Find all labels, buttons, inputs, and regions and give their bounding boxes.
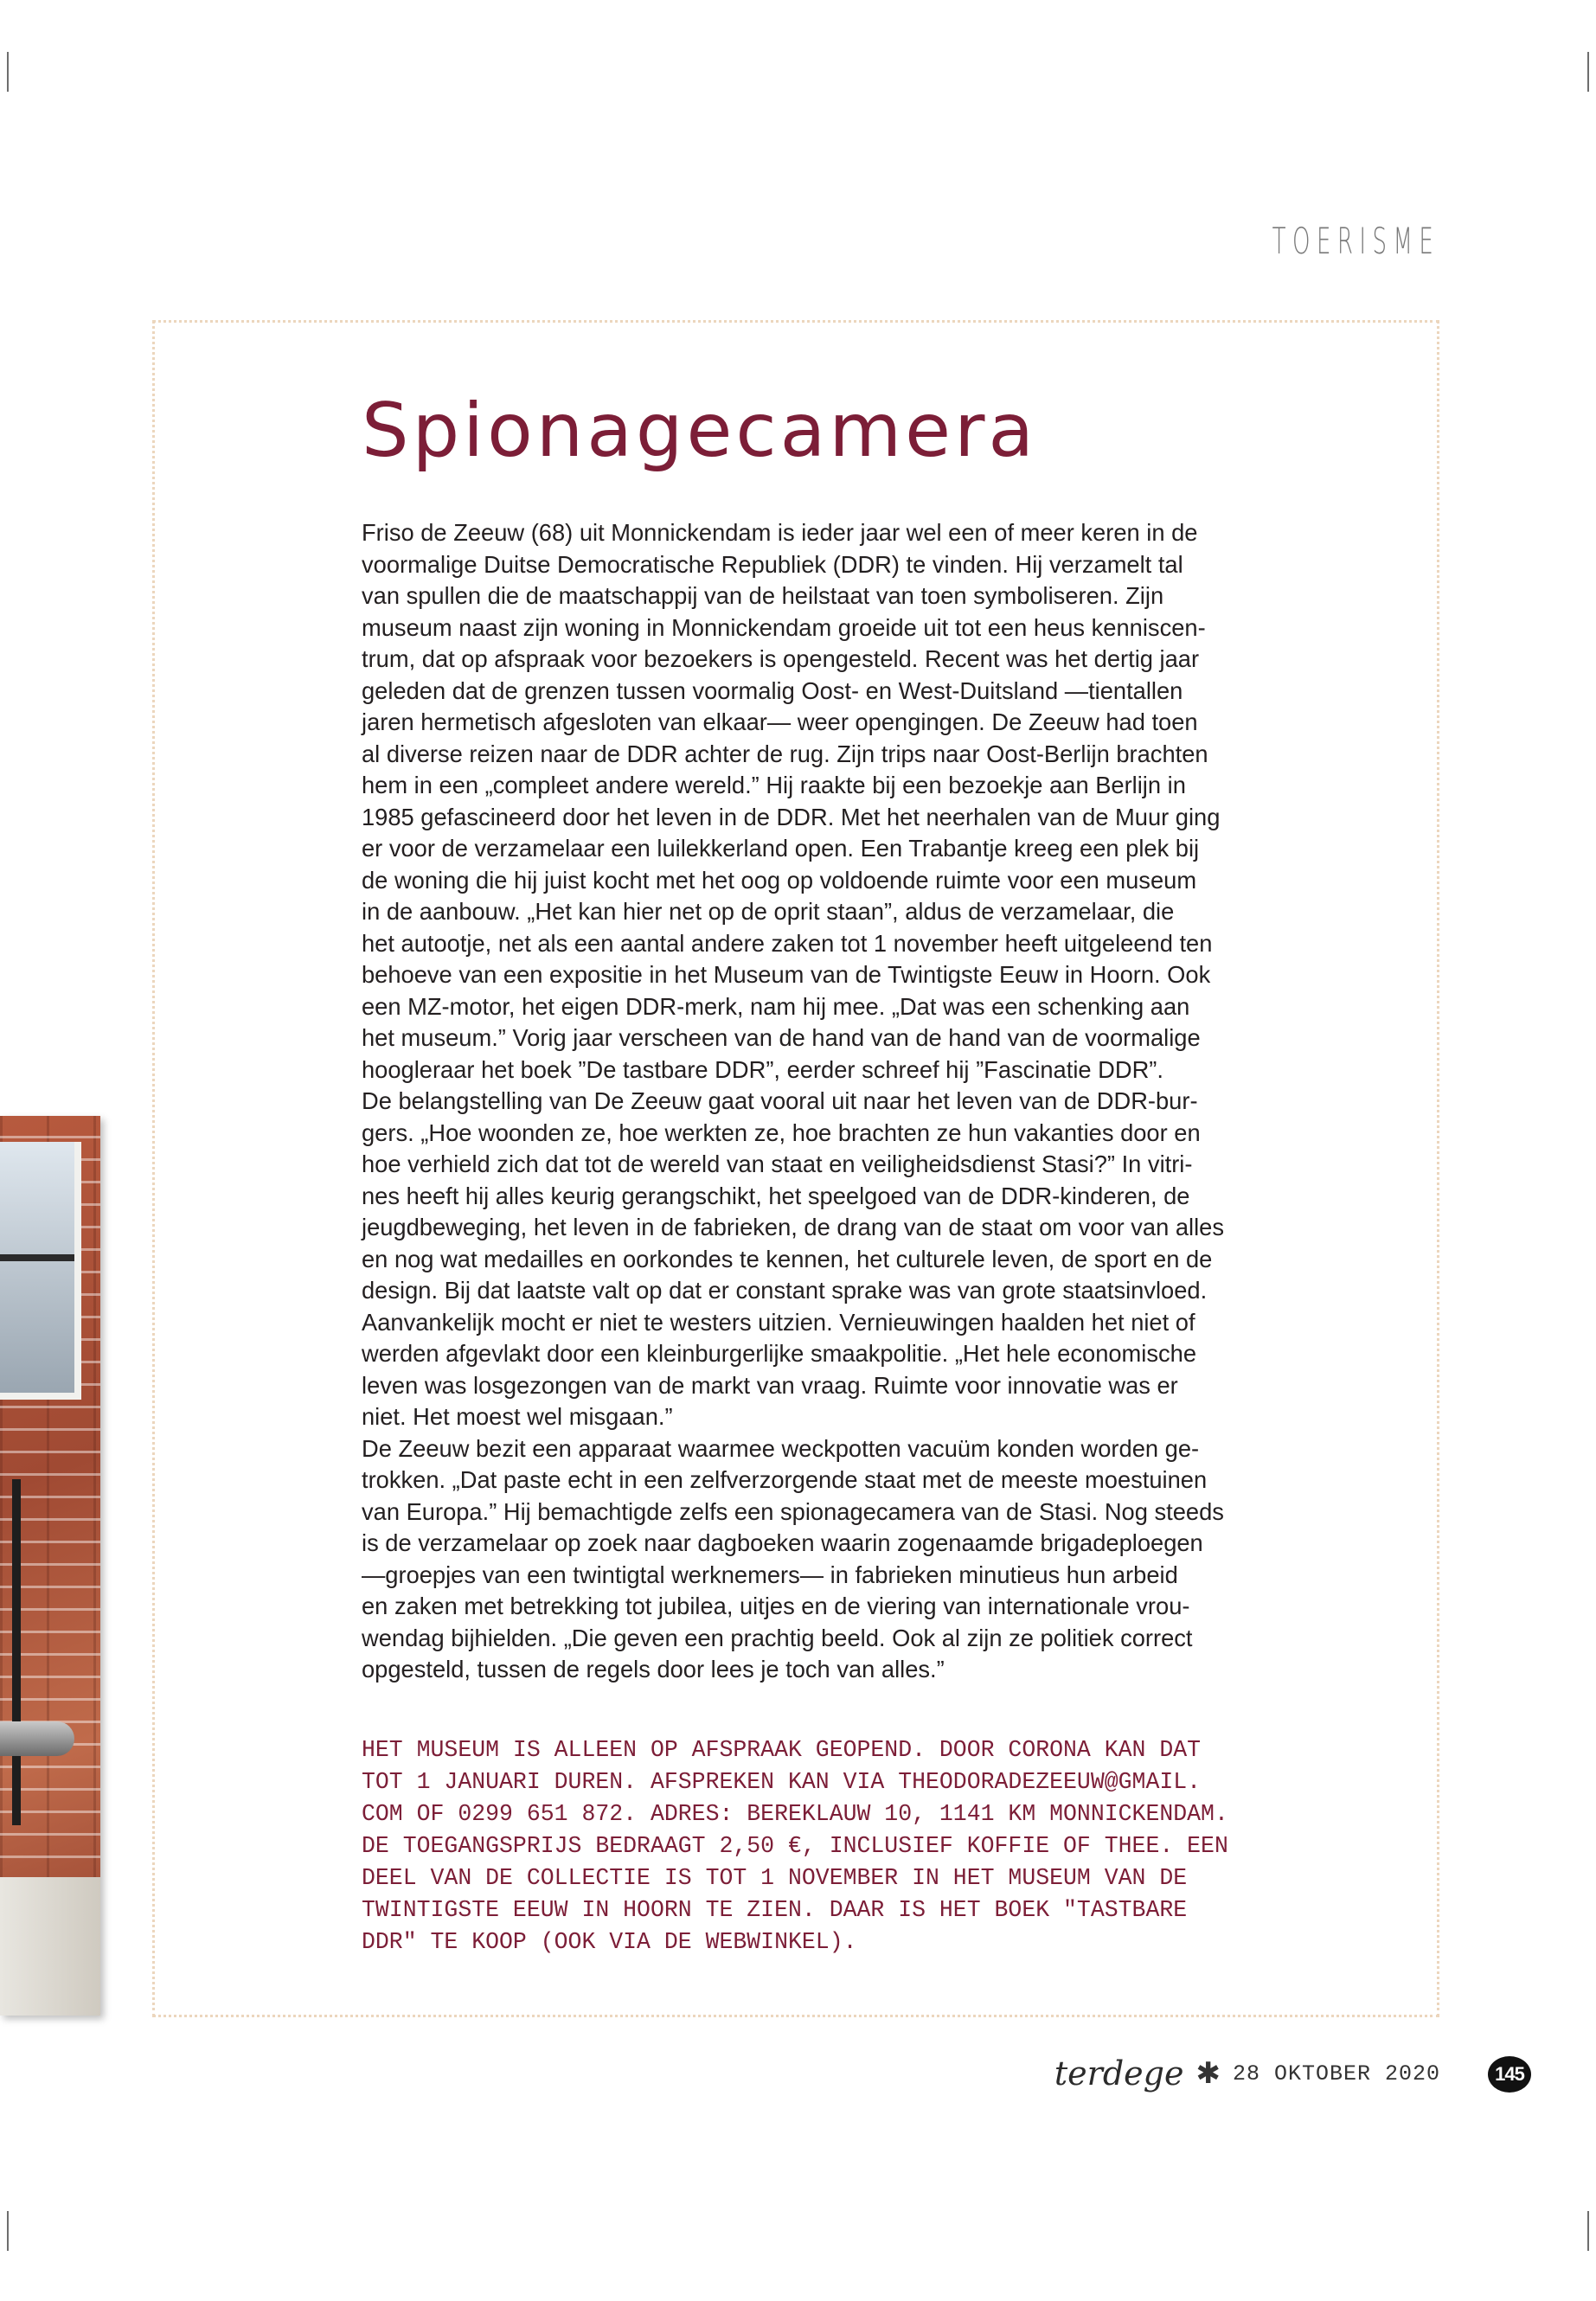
photo-window bbox=[0, 1142, 81, 1400]
body-paragraph: De belangstelling van De Zeeuw gaat vooral uit naar het leven van de DDR-bur- gers. „Hoe woonden ze, hoe werkten ze, hoe brachten ze hun vakanties door en hoe verhield zich dat tot de wereld van staat en veiligheidsdienst Stasi?” In vitri- nes heeft hij alles keurig gerangschikt, het speelgoed van de DDR-kinderen, de jeugdbeweging, het leven in de fabrieken, de drang van de staat om voor van alles en nog wat medailles en oorkondes te kennen, het culturele leven, de sport en de design. Bij dat laatste valt op dat er constant sprake was van grote staatsinvloed. Aanvankelijk mocht er niet te westers uitzien. Vernieuwingen haalden het niet of werden afgevlakt door een kleinburgerlijke smaakpolitie. „Het hele economische leven was losgezongen van de markt van vraag. Ruimte voor innovatie was er niet. Het moest wel misgaan.” bbox=[362, 1087, 1225, 1430]
magazine-brand: terdege bbox=[1054, 2054, 1184, 2093]
photo-rod bbox=[12, 1479, 21, 1825]
crop-mark-bottom-left bbox=[7, 2211, 9, 2251]
article-title: Spionagecamera bbox=[362, 388, 1038, 474]
body-paragraph: De Zeeuw bezit een apparaat waarmee weckpotten vacuüm konden worden ge- trokken. „Dat paste echt in een zelfverzorgende staat met de meeste moestuinen van Europa.” Hij bemachtigde zelfs een spionagecamera van de Stasi. Nog steeds is de verzamelaar op zoek naar dagboeken waarin zogenaamde brigadeploegen —groepjes van een twintigtal werknemers— in fabrieken minutieus hun arbeid en zaken met betrekking tot jubilea, uitjes en de viering van internationale vrou- wendag bijhielden. „Die geven een prachtig beeld. Ook al zijn ze politiek correct opgesteld, tussen de regels door lees je toch van alles.” bbox=[362, 1434, 1224, 1682]
brick-wall-photo bbox=[0, 1116, 100, 2016]
page-number: 145 bbox=[1488, 2056, 1531, 2093]
section-label: TOERISME bbox=[1272, 220, 1439, 262]
crop-mark-top-right bbox=[1587, 52, 1589, 92]
photo-pipe bbox=[0, 1721, 74, 1756]
separator-icon: ✱ bbox=[1195, 2056, 1221, 2091]
photo-sill bbox=[0, 1877, 100, 2016]
crop-mark-top-left bbox=[7, 52, 9, 92]
crop-mark-bottom-right bbox=[1587, 2211, 1589, 2251]
museum-info: HET MUSEUM IS ALLEEN OP AFSPRAAK GEOPEND. DOOR CORONA KAN DAT TOT 1 JANUARI DUREN. AFSPREKEN KAN VIA THEODORADEZEEUW@GMAIL. COM OF 0299 651 872. ADRES: BEREKLAUW 10, 1141 KM MONNICKENDAM. DE TOEGANGSPRIJS BEDRAAGT 2,50 €, INCLUSIEF KOFFIE OF THEE. EEN DEEL VAN DE COLLECTIE IS TOT 1 NOVEMBER IN HET MUSEUM VAN DE TWINTIGSTE EEUW IN HOORN TE ZIEN. DAAR IS HET BOEK "TASTBARE DDR" TE KOOP (OOK VIA DE WEBWINKEL). bbox=[362, 1737, 1228, 1955]
article-body bbox=[362, 517, 1254, 1686]
issue-date: 28 OKTOBER 2020 bbox=[1232, 2061, 1440, 2086]
page-footer bbox=[1054, 2054, 1440, 2093]
body-paragraph: Friso de Zeeuw (68) uit Monnickendam is ieder jaar wel een of meer keren in de voormalige Duitse Democratische Republiek (DDR) te vinden. Hij verzamelt tal van spullen die de maatschappij van de heilstaat van toen symboliseren. Zijn museum naast zijn woning in Monnickendam groeide uit tot een heus kenniscen- trum, dat op afspraak voor bezoekers is opengesteld. Recent was het dertig jaar geleden dat de grenzen tussen voormalig Oost- en West-Duitsland —tientallen jaren hermetisch afgesloten van elkaar— weer opengingen. De Zeeuw had toen al diverse reizen naar de DDR achter de rug. Zijn trips naar Oost-Berlijn brachten hem in een „compleet andere wereld.” Hij raakte bij een bezoekje aan Berlijn in 1985 gefascineerd door het leven in de DDR. Met het neerhalen van de Muur ging er voor de verzamelaar een luilekkerland open. Een Trabantje kreeg een plek bij de woning die hij juist kocht met het oog op voldoende ruimte voor een museum in de aanbouw. „Het kan hier net op de oprit staan”, aldus de verzamelaar, die het autootje, net als een aantal andere zaken tot 1 november heeft uitgeleend ten behoeve van een expositie in het Museum van de Twintigste Eeuw in Hoorn. Ook een MZ-motor, het eigen DDR-merk, nam hij mee. „Dat was een schenking aan het museum.” Vorig jaar verscheen van de hand van de hand van de voormalige hoogleraar het boek ”De tastbare DDR”, eerder schreef hij ”Fascinatie DDR”. bbox=[362, 519, 1221, 1083]
